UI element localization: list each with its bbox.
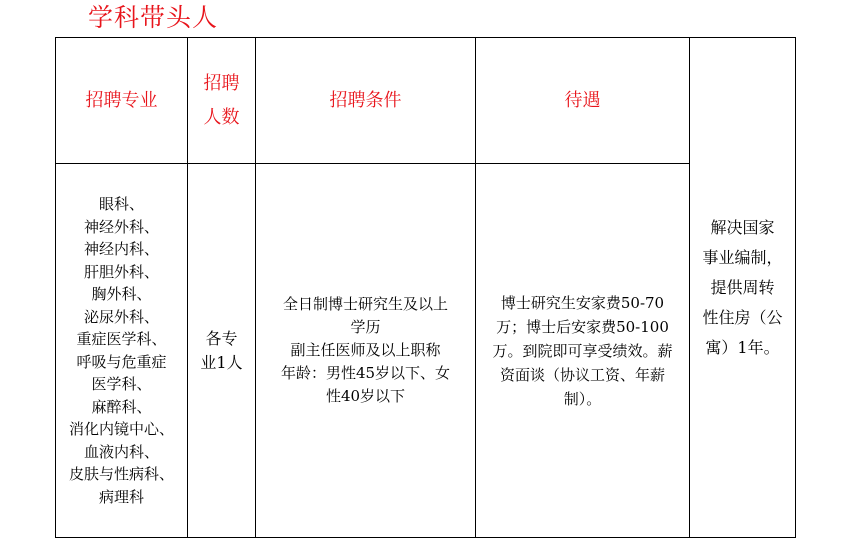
major-item: 医学科、 (91, 375, 152, 393)
major-item: 消化内镜中心、 (68, 420, 174, 438)
salary-line: 制）。 (563, 389, 602, 408)
major-item: 神经外科、 (83, 217, 159, 236)
header-salary-label: 待遇 (564, 89, 601, 111)
header-conditions (256, 38, 475, 163)
header-count (188, 38, 255, 163)
salary-line: 资面谈（协议工资、年薪 (499, 365, 665, 384)
cell-salary (476, 164, 689, 537)
major-item: 麻醉科、 (91, 397, 152, 416)
condition-line: 全日制博士研究生及以上 (282, 295, 448, 313)
header-major (56, 38, 187, 163)
benefit-line: 寓）1年。 (705, 337, 780, 357)
cell-majors (56, 164, 187, 537)
major-item: 呼吸与危重症 (76, 352, 167, 371)
major-item: 神经内科、 (83, 240, 159, 258)
benefit-line: 事业编制， (702, 247, 783, 267)
major-item: 血液内科、 (83, 442, 159, 461)
condition-line: 年龄：男性45岁以下、女 (280, 364, 451, 382)
condition-line: 学历 (350, 318, 381, 336)
page-title: 学科带头人 (88, 3, 219, 32)
major-item: 重症医学科、 (76, 330, 167, 348)
count-line: 业1人 (200, 352, 243, 372)
cell-conditions (256, 164, 475, 537)
benefit-line: 提供周转 (710, 277, 775, 297)
major-item: 眼科、 (98, 195, 144, 213)
cell-benefit (690, 38, 795, 537)
header-count-line: 招聘 (203, 72, 240, 94)
major-item: 皮肤与性病科、 (68, 465, 174, 483)
header-conditions-label: 招聘条件 (329, 89, 402, 111)
condition-line: 性40岁以下 (325, 387, 406, 405)
benefit-line: 性住房（公 (702, 307, 783, 327)
cell-count (188, 164, 255, 537)
salary-line: 万；博士后安家费50-100 (496, 317, 669, 336)
major-item: 胸外科、 (91, 285, 152, 303)
salary-line: 博士研究生安家费50-70 (500, 293, 665, 312)
major-item: 病理科 (98, 487, 144, 506)
recruitment-table (55, 37, 796, 538)
header-major-label: 招聘专业 (85, 89, 158, 111)
header-count-line: 人数 (203, 106, 240, 128)
major-item: 肝胆外科、 (83, 262, 159, 281)
major-item: 泌尿外科、 (83, 307, 159, 326)
salary-line: 万。到院即可享受绩效。薪 (492, 341, 673, 360)
header-salary (476, 38, 689, 163)
condition-line: 副主任医师及以上职称 (290, 341, 441, 359)
benefit-line: 解决国家 (710, 217, 775, 237)
count-line: 各专 (205, 328, 238, 348)
